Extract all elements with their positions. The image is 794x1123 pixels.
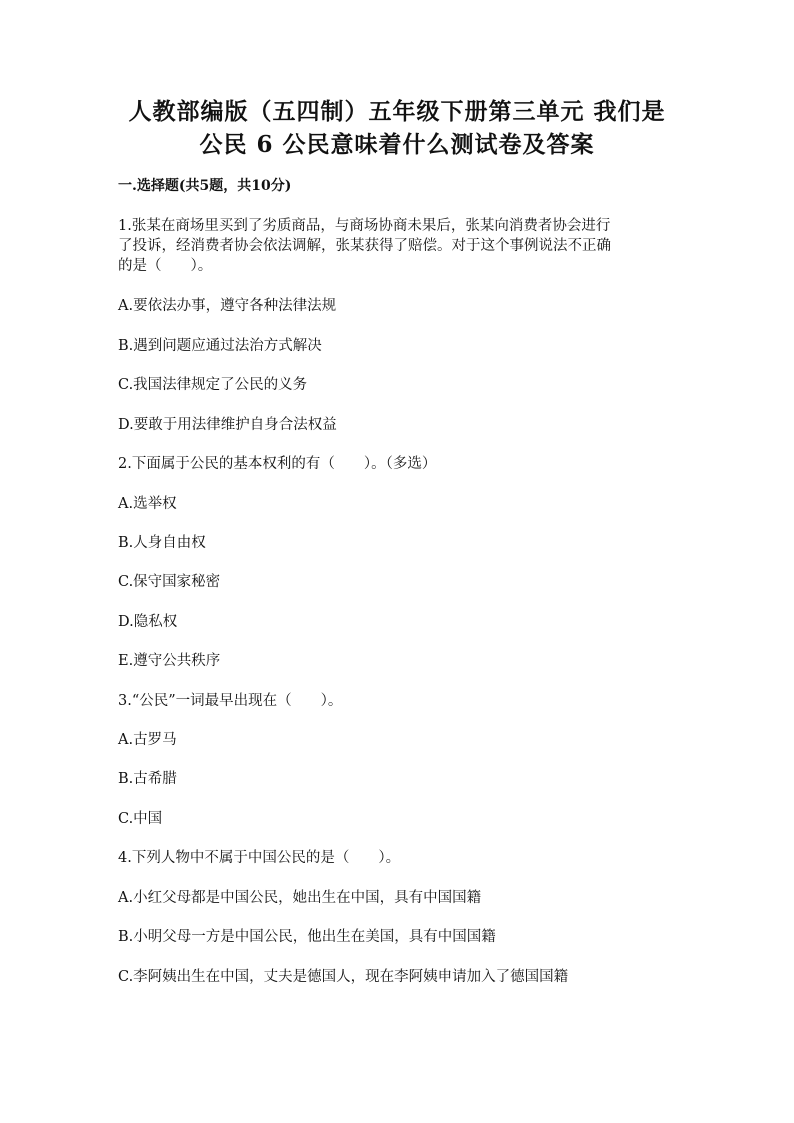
document-title-line-2: 公民 6 公民意味着什么测试卷及答案 <box>199 131 595 158</box>
question-4-option-b: B.小明父母一方是中国公民，他出生在美国，具有中国国籍 <box>118 929 496 945</box>
question-2-option-d: D.隐私权 <box>118 614 178 630</box>
document-title-line-1: 人教部编版（五四制）五年级下册第三单元 我们是 <box>128 98 666 125</box>
question-2-option-b: B.人身自由权 <box>118 535 206 551</box>
question-3-option-b: B.古希腊 <box>118 771 177 787</box>
question-4-option-a: A.小红父母都是中国公民，她出生在中国，具有中国国籍 <box>118 890 482 906</box>
question-3-option-c: C.中国 <box>118 811 163 827</box>
question-1-stem-line-3: 的是（ ）。 <box>118 258 213 274</box>
question-1-option-c: C.我国法律规定了公民的义务 <box>118 377 308 393</box>
question-1-option-d: D.要敢于用法律维护自身合法权益 <box>118 417 337 433</box>
section-heading: 一.选择题(共5题，共10分) <box>118 178 292 194</box>
question-1-option-a: A.要依法办事，遵守各种法律法规 <box>118 298 337 314</box>
question-4-option-c: C.李阿姨出生在中国，丈夫是德国人，现在李阿姨申请加入了德国国籍 <box>118 969 569 985</box>
question-2-option-e: E.遵守公共秩序 <box>118 653 221 669</box>
question-4-stem: 4.下列人物中不属于中国公民的是（ ）。 <box>118 850 401 866</box>
question-2-option-c: C.保守国家秘密 <box>118 574 221 590</box>
question-2-option-a: A.选举权 <box>118 496 177 512</box>
question-2-stem: 2.下面属于公民的基本权利的有（ ）。（多选） <box>118 456 437 472</box>
question-1-option-b: B.遇到问题应通过法治方式解决 <box>118 338 322 354</box>
question-1-stem-line-1: 1.张某在商场里买到了劣质商品，与商场协商未果后，张某向消费者协会进行 <box>118 218 611 234</box>
question-3-option-a: A.古罗马 <box>118 732 177 748</box>
question-3-stem: 3.“公民”一词最早出现在（ ）。 <box>118 693 343 709</box>
question-1-stem-line-2: 了投诉，经消费者协会依法调解，张某获得了赔偿。对于这个事例说法不正确 <box>118 238 611 254</box>
